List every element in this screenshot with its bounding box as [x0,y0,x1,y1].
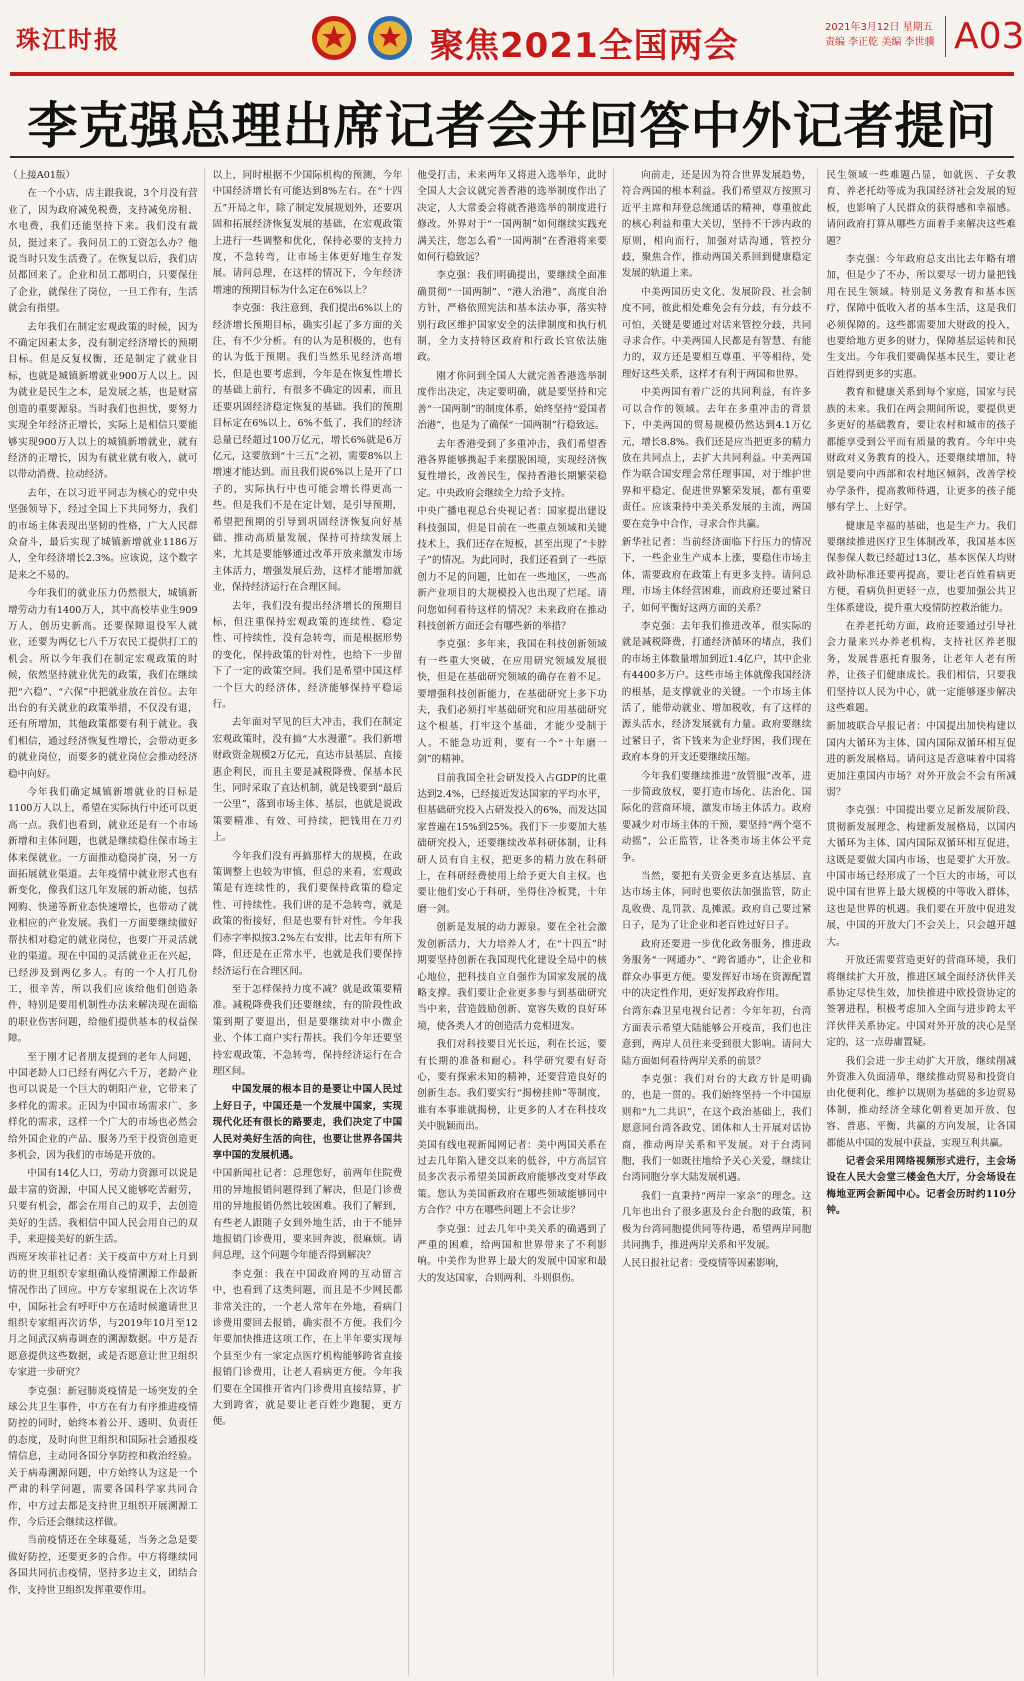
article-paragraph: 去年，在以习近平同志为核心的党中央坚强领导下，经过全国上下共同努力，我们的市场主体表现出坚韧的性格，广大人民群众奋斗，最后实现了城镇新增就业1186万人，全年经济增长2.3%。应该说，这个数字是来之不易的。 [8,487,198,581]
article-paragraph: 政府还要进一步优化政务服务，推进政务服务“一网通办”、“跨省通办”，让企业和群众办事更方便。要发挥好市场在资源配置中的决定性作用，更好发挥政府作用。 [621,938,812,999]
article-paragraph: 李克强：中国提出要立足新发展阶段、贯彻新发展理念、构建新发展格局，以国内大循环为主体、国内国际双循环相互促进，这既是要做大国内市场，也是要扩大开放。中国市场已经形成了一个巨大的市场，可以说中国有世界上最大规模的中等收入群体，这也是世界的机遇。我们要在开放中促进发展，中国的开放大门不会关上，只会越开越大。 [826,805,1016,948]
article-paragraph: 今年我们确定城镇新增就业的目标是1100万人以上，希望在实际执行中还可以更高一点。我们也看到，就业还是有一个市场新增和主体问题，也就是继续稳住保市场主体来保就业。一方面推动稳岗扩岗，另一方面拓展就业渠道。去年疫情中就业形式也有新变化，像我们这几年发展的新动能，包括网购、快递等新业态快速增长，也带动了就业相应的产业发展。我们一方面要继续做好帮扶相对稳定的就业岗位，也要广开灵活就业的渠道。现在中国的灵活就业正在兴起，已经涉及到两亿多人。有的一个人打几份工，很辛苦，所以我们应该给他们创造条件，特别是要用机制性办法来解决现在面临的职业伤害问题，给他们提供基本的权益保障。 [8,787,198,1045]
article-paragraph: 新加坡联合早报记者：中国提出加快构建以国内大循环为主体、国内国际双循环相互促进的新发展格局。请问这是否意味着中国将更加注重国内市场？对外开放会不会有所减弱？ [826,721,1016,799]
article-paragraph: 我们会进一步主动扩大开放，继续削减外资准入负面清单，继续推动贸易和投资自由化便利化，维护以规则为基础的多边贸易体制，推动经济全球化朝着更加开放、包容、普惠、平衡、共赢的方向发展，让各国都能从中国的发展中获益，实现互利共赢。 [826,1055,1016,1149]
article-column-1 [8,168,205,1676]
section-banner: 聚焦2021全国两会 [430,26,739,66]
article-paragraph: 李克强：我在中国政府网的互动留言中，也看到了这类问题，而且是不少网民都非常关注的，一个老人常年在外地，看病门诊费用要回去报销，确实很不方便。我们今年要加快推进这项工作，在上半年要实现每个县至少有一家定点医疗机构能够跨省直接报销门诊费用，让老人看病更方便。今年我们要在全国推开省内门诊费用直接结算，扩大到跨省，就是要让老百姓少跑腿，更方便。 [212,1268,403,1428]
article-paragraph: 去年香港受到了多重冲击，我们希望香港各界能够携起手来摆脱困境，实现经济恢复性增长，改善民生，保持香港长期繁荣稳定。中央政府会继续全力给予支持。 [417,438,607,499]
article-paragraph: 李克强：我们明确提出，要继续全面准确贯彻“一国两制”、“港人治港”、高度自治方针，严格依照宪法和基本法办事，落实特别行政区维护国家安全的法律制度和执行机制，全力支持特区政府和行政长官依法施政。 [417,270,607,364]
article-paragraph: 李克强：过去几年中美关系的确遇到了严重的困难，给两国和世界带来了不利影响。中美作为世界上最大的发展中国家和最大的发达国家，合则两利、斗则俱伤。 [417,1223,607,1284]
cppcc-emblem-icon [368,16,412,60]
dateline-date: 2021年3月12日 星期五 [825,22,933,33]
article-body [8,168,1016,1676]
article-column-3 [417,168,614,1676]
article-paragraph: 新华社记者：当前经济面临下行压力的情况下，一些企业生产成本上涨，要稳住市场主体，需要政府在政策上有更多支持。请问总理，市场主体经营困难，而政府还要过紧日子，如何平衡好这两方面的关系？ [621,536,812,614]
article-paragraph: 在一个小店，店主跟我说，3个月没有营业了，因为政府减免税费，支持减免房租、水电费，我们还能坚持下来。我们没有裁员，挺过来了。我问员工的工资怎么办？他说当时只发生活费了。在恢复以后，我们店员都回来了。企业和员工都明白，只要保住了企业，就保住了岗位，一旦工作有，生活就会有指望。 [8,188,198,315]
article-paragraph: 李克强：我注意到，我们提出6%以上的经济增长预期目标，确实引起了多方面的关注，有不少分析。有的认为是积极的，也有的认为低于预期。我们当然乐见经济高增长，但是也要考虑到，今年是在恢复性增长的基础上前行，有很多不确定的因素，而且还要巩固经济稳定恢复的基础。我们的预期目标定在6%以上，6%不低了，我们的经济总量已经超过100万亿元，增长6%就是6万亿元，这要放到“十三五”之初，需要8%以上增速才能达到。而且我们说6%以上是开了口子的，实际执行中也可能会增长得更高一些。但是我们不是在定计划，是引导预期，希望把预期的引导到巩固经济恢复向好基础、推动高质量发展，保持可持续发展上来，尤其是要能够通过改革开放来激发市场主体活力，增强发展后劲，这样才能增加就业，保持经济运行在合理区间。 [212,303,403,594]
article-paragraph: 以上，同时根据不少国际机构的预测，今年中国经济增长有可能达到8%左右。在“十四五”开局之年，除了制定发展规划外，还要巩固和拓展经济恢复发展的基础，在宏观政策上进行一些调整和优化，保持必要的支持力度，不急转弯，让市场主体更好地生存发展。请问总理，在这样的情况下，今年经济增速的预期目标为什么定在6%以上？ [212,170,403,296]
article-paragraph: 西班牙埃菲社记者：关于疫苗中方对上月到访的世卫组织专家组确认疫情溯源工作最新情况作出了回应。中方专家组说在上次访华中，国际社会有呼吁中方在适时候邀请世卫组织专家组再次访华，与2019年10月至12月之间武汉病毒调查的溯源数据。中方是否愿意提供这些数据，或是否愿意让世卫组织专家进一步研究？ [8,1252,198,1379]
article-paragraph: 美国有线电视新闻网记者：美中两国关系在过去几年陷入建交以来的低谷，中方高层官员多次表示希望美国新政府能够改变对华政策。您认为美国新政府在哪些领域能够同中方合作？中方在哪些问题上不会让步？ [417,1139,607,1217]
emblems [310,10,420,66]
article-paragraph: 中央广播电视总台央视记者：国家提出建设科技强国，但是目前在一些重点领域和关键技术上，我们还存在短板，甚至出现了“卡脖子”的情况。为此同时，我们还看到了一些原创力不足的问题，比如在一些地区，一些高新产业项目的大规模投入也出现了烂尾。请问您如何看待这样的情况？未来政府在推动科技创新方面还会有哪些新的举措？ [417,506,607,632]
article-paragraph: 李克强：新冠肺炎疫情是一场突发的全球公共卫生事件，中方在有力有序推进疫情防控的同时，始终本着公开、透明、负责任的态度，及时向世卫组织和国际社会通报疫情信息，主动同各国分享防控和救治经验。关于病毒溯源问题，中方始终认为这是一个严肃的科学问题，需要各国科学家共同合作，中方过去都是支持世卫组织开展溯源工作，今后还会继续这样做。 [8,1385,198,1528]
article-paragraph: 去年，我们没有提出经济增长的预期目标，但注重保持宏观政策的连续性、稳定性、可持续性，没有急转弯，而是根据形势的变化，保持政策的针对性，也给下一步留下了一定的政策空间。我们是希望中国这样一个巨大的经济体，经济能够保持平稳运行。 [212,600,403,710]
article-paragraph: 至于刚才记者朋友提到的老年人问题，中国老龄人口已经有两亿六千万，老龄产业也可以说是一个巨大的朝阳产业，它带来了多样化的需求。正因为中国市场需求广、多样化的需求，这样一个广大的市场也必然会给外国企业的产品、服务乃至于投资创造更多机会，因为我们的市场是开放的。 [8,1051,198,1161]
page-number: A03 [945,16,1024,57]
article-paragraph: 当然，要把有关资金更多直达基层、直达市场主体，同时也要依法加强监管，防止乱收费、乱罚款、乱摊派。政府自己要过紧日子，是为了让企业和老百姓过好日子。 [621,871,812,932]
article-paragraph: 向前走，还是因为符合世界发展趋势，符合两国的根本利益。我们希望双方按照习近平主席和拜登总统通话的精神，尊重彼此的核心利益和重大关切，坚持不干涉内政的原则，相向而行，加强对话沟通，管控分歧，聚焦合作，推动两国关系回到健康稳定发展的轨道上来。 [621,170,812,280]
article-column-5 [826,168,1016,1676]
article-paragraph: 李克强：今年政府总支出比去年略有增加，但是少了不办，所以要尽一切力量把钱用在民生领域。特别是义务教育和基本医疗，保障中低收入者的基本生活，这是我们必须保障的。这些都需要加大财政的投入，也要给地方更多的财力，保障基层运转和民生支出。今年我们要确保基本民生，要让老百姓得到更多的实惠。 [826,254,1016,380]
headline-rule [10,156,1014,158]
article-paragraph: 在养老托幼方面，政府还要通过引导社会力量来兴办养老机构，支持社区养老服务，发展普惠托育服务，让老年人老有所养，让孩子们健康成长。我们相信，只要我们坚持以人民为中心，就一定能够逐步解决这些难题。 [826,620,1016,714]
article-paragraph: 目前我国全社会研发投入占GDP的比重达到2.4%，已经接近发达国家的平均水平，但基础研究投入占研发投入的6%，而发达国家普遍在15%到25%。我们下一步要加大基础研究投入，还要继续改革科研体制，让科研人员有自主权，把更多的精力放在科研上，在科研经费使用上给予更大自主权。也要让他们安心于科研，坐得住冷板凳，十年磨一剑。 [417,772,607,915]
article-column-4 [622,168,819,1676]
article-paragraph: 今年我们没有再搞那样大的规模，在政策调整上也较为审慎，但总的来看，宏观政策是有连续性的，我们要保持政策的稳定性、可持续性。我们讲的是不急转弯，就是政策的衔接好，但是也要有针对性。今年我们赤字率拟按3.2%左右安排，比去年有所下降，但还是在正常水平，也就是我们要保持经济运行在合理区间。 [212,850,403,977]
article-paragraph: 至于怎样保持力度不减？就是政策要精准。减税降费我们还要继续，有的阶段性政策到期了要退出，但是要继续对中小微企业、个体工商户实行帮扶。我们今年还要坚持宏观政策，不急转弯，保持经济运行在合理区间。 [212,983,403,1077]
article-paragraph: 他受打击，未来两年又将进入选举年，此时全国人大会议就完善香港的选举制度作出了决定，人大常委会将就香港选举的制度进行修改。外界对于“一国两制”如何继续实践充满关注，您怎么看“一国两制”在香港将来要如何行稳致远？ [417,170,607,264]
article-paragraph: 台湾东森卫星电视台记者：今年年初，台湾方面表示希望大陆能够公开疫苗，我们也注意到，两岸人员往来受到很大影响。请问大陆方面如何看待两岸关系的前景？ [621,1006,812,1067]
article-paragraph: 去年面对罕见的巨大冲击，我们在制定宏观政策时，没有搞“大水漫灌”。我们新增财政资金规模2万亿元，直达市县基层、直接惠企利民，而且主要是减税降费、保基本民生，同时采取了直达机制，就是钱要到“最后一公里”，落到市场主体、基层，也就是说政策要精准、有效、可持续，把钱用在刀刃上。 [212,717,403,844]
article-paragraph: 李克强：多年来，我国在科技创新领域有一些重大突破，在应用研究领域发展很快，但是在基础研究领域的确存在着不足。要增强科技创新能力，在基础研究上多下功夫，我们必须打牢基础研究和应用基础研究这个根基，打牢这个基础，才能少受制于人。不能急功近利，要有一个“十年磨一剑”的精神。 [417,639,607,766]
article-paragraph: 中国新闻社记者：总理您好，前两年住院费用的异地报销问题得到了解决，但是门诊费用的异地报销仍然比较困难。我们了解到，有些老人跟随子女到外地生活，由于不能异地报销门诊费用，要来回奔波，很麻烦。请问总理，这个问题今年能否得到解决？ [212,1168,403,1262]
article-paragraph: 记者会采用网络视频形式进行，主会场设在人民大会堂三楼金色大厅，分会场设在梅地亚两会新闻中心。记者会历时约110分钟。 [826,1155,1016,1217]
national-emblem-icon [312,16,356,60]
article-paragraph: 开放还需要营造更好的营商环境，我们将继续扩大开放，推进区域全面经济伙伴关系协定尽快生效，加快推进中欧投资协定的签署进程，积极考虑加入全面与进步跨太平洋伙伴关系协定。中国对外开放的决心是坚定的，这一点毋庸置疑。 [826,955,1016,1049]
dateline [825,20,945,50]
article-paragraph: 中美两国有着广泛的共同利益，有许多可以合作的领域。去年在多重冲击的背景下，中美两国的贸易规模仍然达到4.1万亿元，增长8.8%。我们还是应当把更多的精力放在共同点上，去扩大共同利益。中美两国作为联合国安理会常任理事国，对于维护世界和平稳定、促进世界繁荣发展，都有重要责任。应该秉持中美关系发展的主流，两国要在竞争中合作，寻求合作共赢。 [621,387,812,530]
article-paragraph: 中国有14亿人口，劳动力资源可以说是最丰富的资源，中国人民又能够吃苦耐劳，只要有机会，都会在用自己的双手，去创造美好的生活。我相信中国人民会用自己的双手，来迎接美好的新生活。 [8,1168,198,1245]
top-rule [10,72,1014,76]
article-paragraph: 健康是幸福的基础，也是生产力。我们要继续推进医疗卫生体制改革，我国基本医保参保人数已经超过13亿，基本医保人均财政补助标准还要再提高，要让老百姓看病更方便，看病负担更轻一点，也要加强公共卫生体系建设，提升重大疫情防控救治能力。 [826,520,1016,614]
article-paragraph: 刚才你问到全国人大就完善香港选举制度作出决定，决定要明确，就是要坚持和完善“一国两制”的制度体系，始终坚持“爱国者治港”，也是为了确保“一国两制”行稳致远。 [417,370,607,432]
article-paragraph: 中美两国历史文化、发展阶段、社会制度不同，彼此相处难免会有分歧，有分歧不可怕，关键是要通过对话来管控分歧，共同寻求合作。中美两国人民都是有智慧、有能力的，双方还是要相互尊重、平等相待，处理好这些关系，这样才有利于两国和世界。 [621,286,812,380]
article-paragraph: 中国发展的根本目的是要让中国人民过上好日子，中国还是一个发展中国家，实现现代化还有很长的路要走，我们决定了中国人民对美好生活的向往，也要让世界各国共享中国的发展机遇。 [212,1084,403,1161]
article-paragraph: 今年我们的就业压力仍然很大，城镇新增劳动力有1400万人，其中高校毕业生909万人，创历史新高。还要保障退役军人就业，还要为两亿七八千万农民工提供打工的机会。所以今年我们在制定宏观政策的时候，依然坚持就业优先的政策，我们在继续把“六稳”、“六保”中把就业放在首位。去年出台的有关就业的政策举措，不仅没有退，还有所增加，其他政策都要有利于就业。我们相信，通过经济恢复性增长，会带动更多的就业岗位，而要多的就业岗位会推动经济稳中向好。 [8,588,198,780]
article-paragraph: 当前疫情还在全球蔓延，当务之急是要做好防控，还要更多的合作。中方将继续同各国共同抗击疫情，坚持多边主义，团结合作，支持世卫组织发挥重要作用。 [8,1535,198,1596]
article-paragraph: 民生领域一些难题凸显，如就医、子女教育、养老托幼等成为我国经济社会发展的短板，也影响了人民群众的获得感和幸福感。请问政府打算从哪些方面着手来解决这些难题？ [826,170,1016,247]
paper-name: 珠江时报 [16,25,120,54]
article-headline: 李克强总理出席记者会并回答中外记者提问 [27,97,997,155]
article-paragraph: 创新是发展的动力源泉。要在全社会激发创新活力，大力培养人才，在“十四五”时期要坚持创新在我国现代化建设全局中的核心地位，把科技自立自强作为国家发展的战略支撑。我们要让企业更多参与到基础研究当中来，营造鼓励创新、宽容失败的良好环境，使各类人才的创造活力竞相迸发。 [417,922,607,1032]
masthead [10,6,1024,72]
dateline-editors: 责编 李正乾 美编 李世骥 [825,37,935,48]
article-paragraph: 教育和健康关系到每个家庭，国家与民族的未来。我们在两会期间所说，要提供更多更好的基础教育，要让农村和城市的孩子都能享受到公平而有质量的教育。今年中央财政对义务教育的投入，还要继续增加，特别是要向中西部和农村地区倾斜，改善学校办学条件，提高教师待遇，让更多的孩子能够有学上、上好学。 [826,387,1016,514]
article-paragraph: 去年我们在制定宏观政策的时候，因为不确定因素太多，没有制定经济增长的预期目标。但是反复权衡，还是制定了就业目标，也就是城镇新增就业900万人以上。因为就业是民生之本，是发展之基，也是财富创造的重要源泉。当时我们也担忧，要努力实现全年经济正增长，实际上是相信只要能够实现900万人以上的城镇新增就业，就有经济的正增长，因为有就业就有收入，就可以带动消费、拉动经济。 [8,321,198,481]
article-paragraph: 我们一直秉持“两岸一家亲”的理念。这几年也出台了很多惠及台企台胞的政策，积极为台湾同胞提供同等待遇，希望两岸同胞共同携手，推进两岸关系和平发展。 [621,1190,812,1251]
article-paragraph: 李克强：去年我们推进改革，很实际的就是减税降费，打通经济循环的堵点，我们的市场主体数量增加到近1.4亿户，其中企业有4400多万户。这些市场主体就像我国经济的根基，是支撑就业的关键。一个市场主体活了，能带动就业、增加税收，有了这样的源头活水，经济发展就有力量。政府要继续过紧日子，省下钱来为企业纾困，我们现在政府本身的开支还要继续压缩。 [621,620,812,764]
article-paragraph: 李克强：我们对台的大政方针是明确的，也是一贯的。我们始终坚持一个中国原则和“九二共识”，在这个政治基础上，我们愿意同台湾各政党、团体和人士开展对话协商，推动两岸关系和平发展。对于台湾同胞，我们一如既往地给予关心关爱，继续让台湾同胞分享大陆发展机遇。 [621,1073,812,1184]
article-paragraph: 人民日报社记者：受疫情等因素影响， [621,1258,785,1270]
article-column-2 [213,168,410,1676]
article-paragraph: 我们对科技要目光长远，利在长远，要有长期的准备和耐心。科学研究要有好奇心，要有探索未知的精神，还要营造良好的创新生态。我们要实行“揭榜挂帅”等制度，谁有本事谁就揭榜，让更多的人才在科技攻关中脱颖而出。 [417,1039,607,1133]
article-paragraph: （上接A01版） [8,170,76,181]
article-paragraph: 今年我们要继续推进“放管服”改革，进一步简政放权，要打造市场化、法治化、国际化的营商环境，激发市场主体活力。政府要减少对市场主体的干预，要坚持“两个毫不动摇”，公正监管，让各类市场主体公平竞争。 [621,770,812,864]
